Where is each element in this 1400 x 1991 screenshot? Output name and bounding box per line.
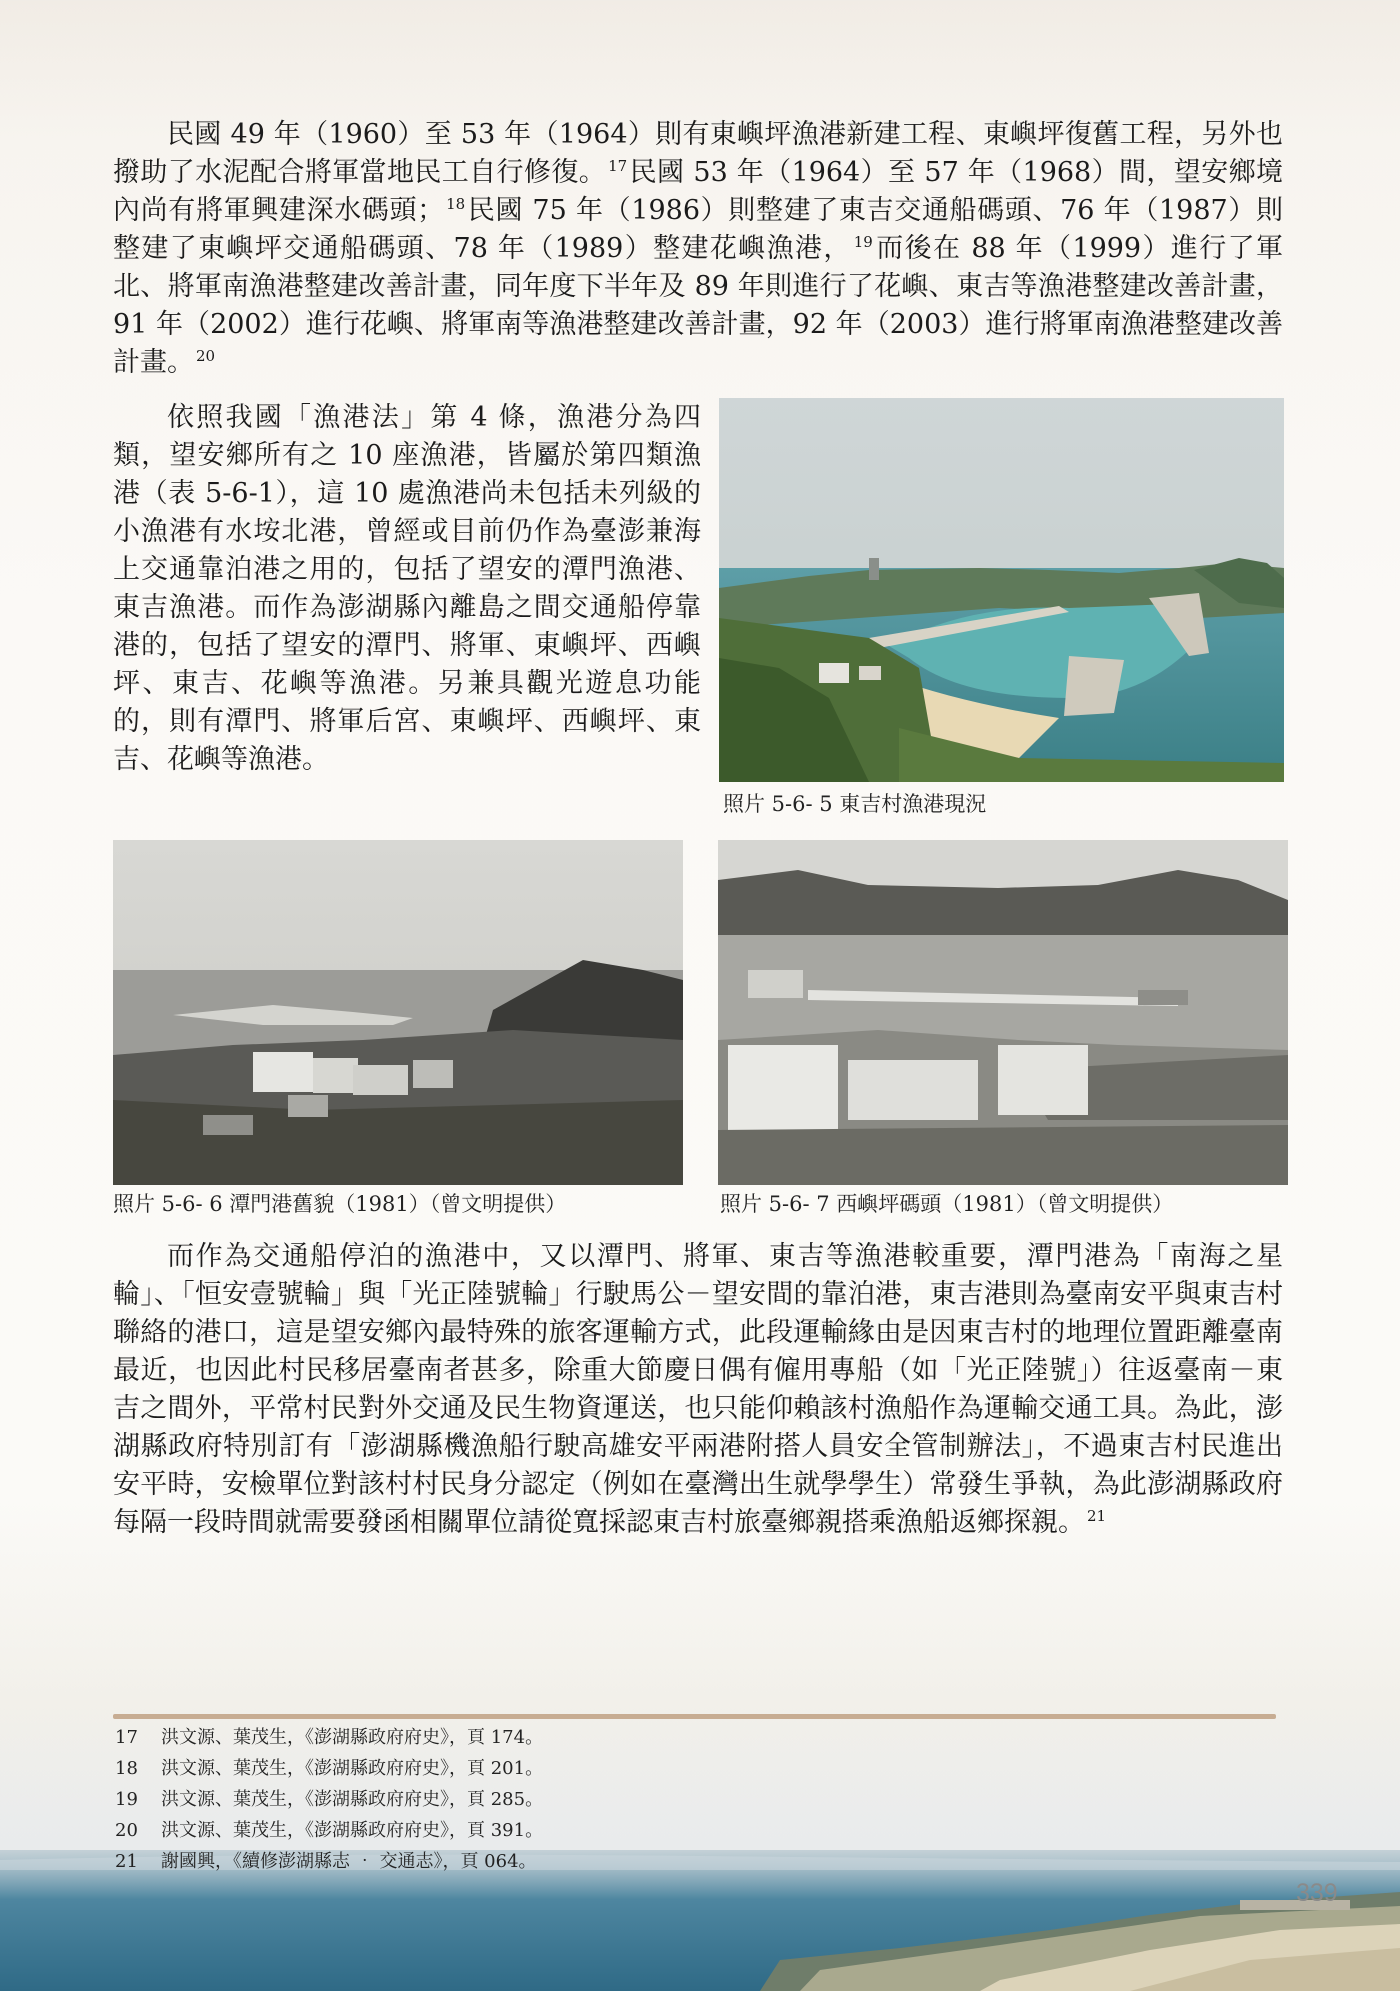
footnote-number: 18 (115, 1758, 138, 1779)
photo-7-caption: 照片 5-6- 7 西嶼坪碼頭（1981）（曾文明提供） (720, 1192, 1174, 1216)
photo-5-caption: 照片 5-6- 5 東吉村漁港現況 (723, 792, 987, 816)
coastline-background-image (0, 1820, 1400, 1991)
footnote-ref-19[interactable]: 19 (853, 233, 873, 251)
footnote-21 (115, 1850, 537, 1874)
footnote-17 (115, 1726, 543, 1750)
footnote-ref-20[interactable]: 20 (196, 347, 216, 365)
footnote-18 (115, 1757, 543, 1781)
paragraph-2 (113, 399, 701, 779)
paragraph-1-text-a: 民國 49 年（1960）至 53 年（1964）則有東嶼坪漁港新建工程、東嶼坪復舊工程，另外也撥助了水泥配合將軍當地民工自行修復。 (113, 119, 1283, 188)
paragraph-3 (113, 1238, 1283, 1542)
photo-tanmen-old (113, 840, 683, 1185)
footnote-text: 洪文源、葉茂生，《澎湖縣政府府史》，頁 391。 (161, 1820, 544, 1841)
footnote-text: 洪文源、葉茂生，《澎湖縣政府府史》，頁 174。 (161, 1727, 544, 1748)
paragraph-1-text-d: 而後在 88 年（1999）進行了軍北、將軍南漁港整建改善計畫，同年度下半年及 89 年則進行了花嶼、東吉等漁港整建改善計畫，91 年（2002）進行花嶼、將軍南等漁港整建改善計畫，92 年（2003）進行將軍南漁港整建改善計畫。 (113, 233, 1284, 378)
footnote-number: 20 (115, 1820, 138, 1841)
paragraph-3-text: 而作為交通船停泊的漁港中，又以潭門、將軍、東吉等漁港較重要，潭門港為「南海之星輪」、「恒安壹號輪」與「光正陸號輪」行駛馬公－望安間的靠泊港，東吉港則為臺南安平與東吉村聯絡的港口，這是望安鄉內最特殊的旅客運輸方式，此段運輸緣由是因東吉村的地理位置距離臺南最近，也因此村民移居臺南者甚多，除重大節慶日偶有僱用專船（如「光正陸號」）往返臺南－東吉之間外，平常村民對外交通及民生物資運送，也只能仰賴該村漁船作為運輸交通工具。為此，澎湖縣政府特別訂有「澎湖縣機漁船行駛高雄安平兩港附搭人員安全管制辦法」，不過東吉村民進出安平時，安檢單位對該村村民身分認定（例如在臺灣出生就學學生）常發生爭執，為此澎湖縣政府每隔一段時間就需要發函相關單位請從寬採認東吉村旅臺鄉親搭乘漁船返鄉探親。 (113, 1241, 1283, 1538)
paragraph-1-text-c: 民國 75 年（1986）則整建了東吉交通船碼頭、76 年（1987）則整建了東嶼坪交通船碼頭、78 年（1989）整建花嶼漁港， (113, 195, 1283, 264)
footnote-text: 洪文源、葉茂生，《澎湖縣政府府史》，頁 201。 (161, 1758, 544, 1779)
footnote-number: 21 (115, 1851, 138, 1872)
photo-xiyuping-pier (718, 840, 1288, 1185)
footnote-number: 19 (115, 1789, 138, 1810)
photo-6-caption: 照片 5-6- 6 潭門港舊貌（1981）（曾文明提供） (113, 1192, 567, 1216)
footnote-number: 17 (115, 1727, 138, 1748)
paragraph-2-text: 依照我國「漁港法」第 4 條，漁港分為四類，望安鄉所有之 10 座漁港，皆屬於第四類漁港（表 5-6-1），這 10 處漁港尚未包括未列級的小漁港有水垵北港，曾經或目前仍作為臺澎兼海上交通靠泊港之用的，包括了望安的潭門漁港、東吉漁港。而作為澎湖縣內離島之間交通船停靠港的，包括了望安的潭門、將軍、東嶼坪、西嶼坪、東吉、花嶼等漁港。另兼具觀光遊息功能的，則有潭門、將軍后宮、東嶼坪、西嶼坪、東吉、花嶼等漁港。 (113, 402, 701, 775)
footnote-ref-17[interactable]: 17 (608, 157, 628, 175)
footnote-text: 洪文源、葉茂生，《澎湖縣政府府史》，頁 285。 (161, 1789, 544, 1810)
photo-dongji-harbor (719, 398, 1284, 782)
footnote-ref-21[interactable]: 21 (1087, 1507, 1107, 1525)
paragraph-1 (113, 116, 1283, 382)
footnote-text: 謝國興，《續修澎湖縣志 ‧ 交通志》，頁 064。 (161, 1851, 537, 1872)
page-number: 339 (1296, 1879, 1338, 1907)
footnote-ref-18[interactable]: 18 (446, 195, 466, 213)
footnote-19 (115, 1788, 543, 1812)
footnote-separator (113, 1714, 1276, 1719)
paragraph-1-text-b: 民國 53 年（1964）至 57 年（1968）間，望安鄉境內尚有將軍興建深水碼頭； (113, 157, 1283, 226)
